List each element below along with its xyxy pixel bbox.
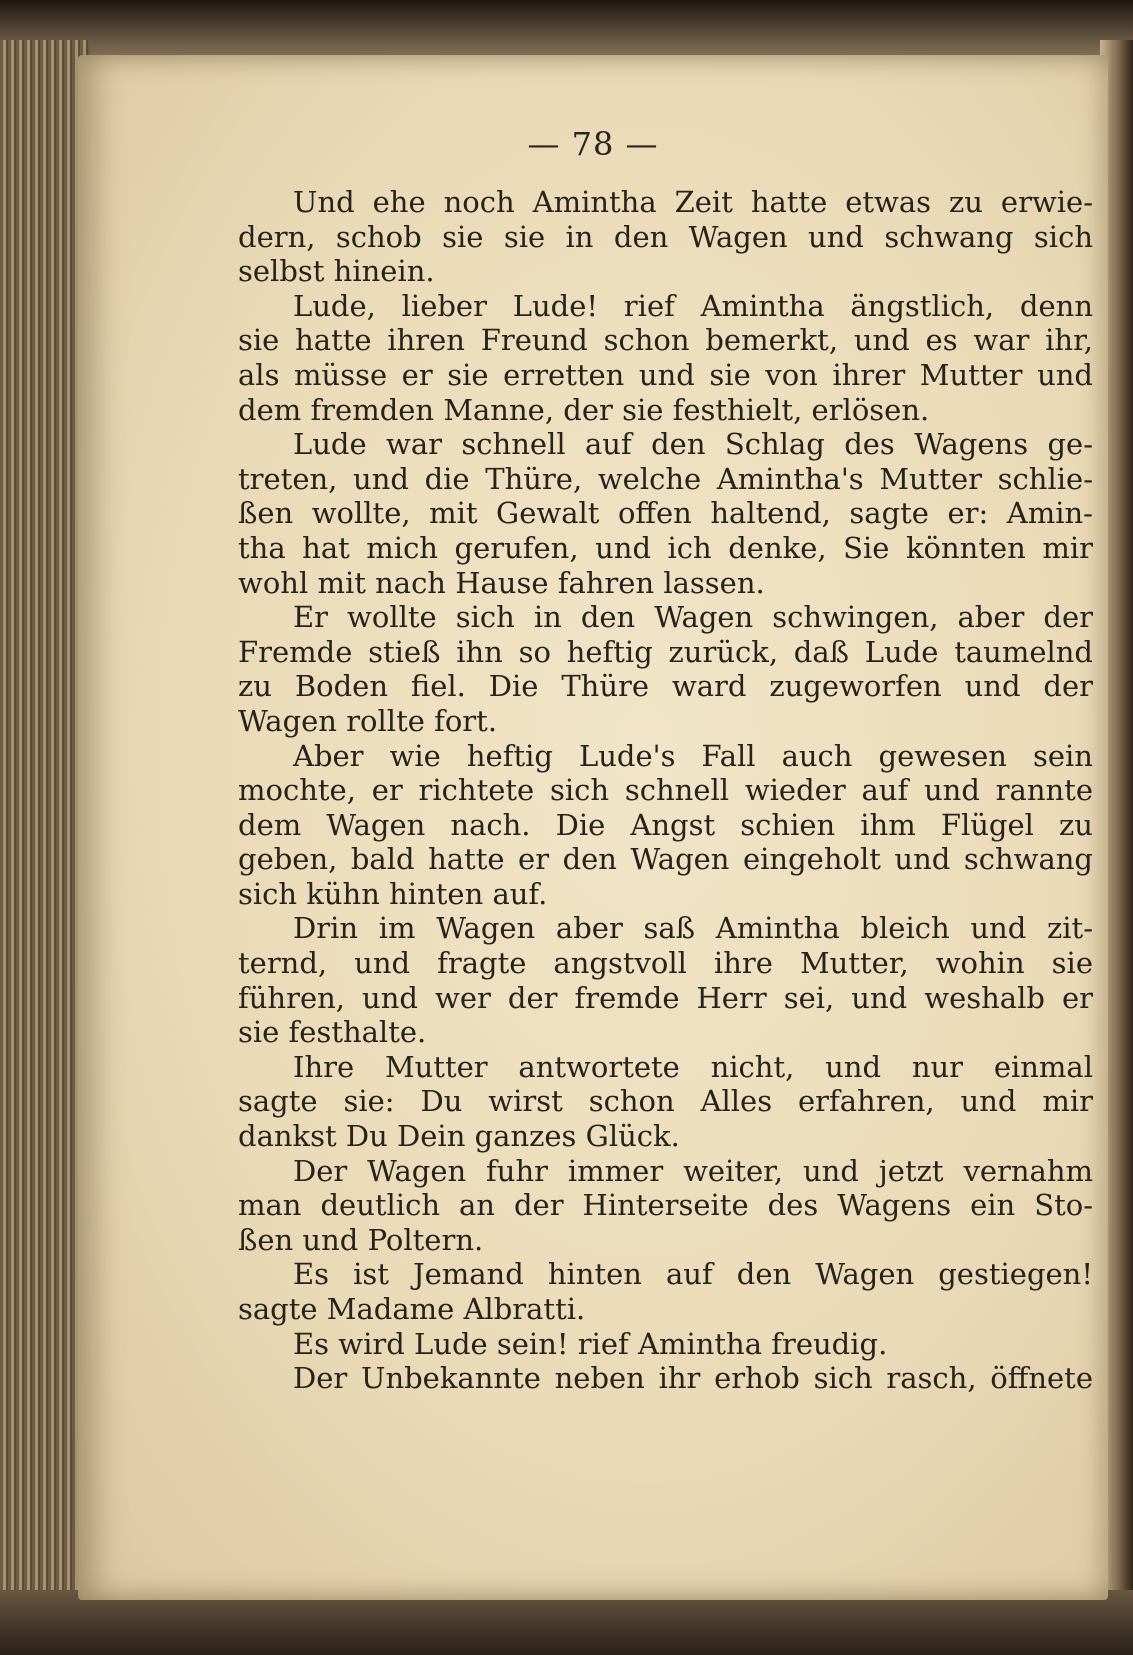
text-line: Er wollte sich in den Wagen schwingen, aber der	[293, 600, 1093, 635]
text-line: sich kühn hinten auf.	[238, 876, 548, 911]
text-line: selbst hinein.	[238, 254, 435, 289]
text-line: ternd, und fragte angstvoll ihre Mutter, wohin sie	[238, 946, 1093, 981]
text-line: Drin im Wagen aber saß Amintha bleich und zit-	[293, 911, 1093, 946]
page-number: — 78 —	[527, 125, 659, 163]
text-line: dern, schob sie sie in den Wagen und schwang sich	[238, 219, 1093, 254]
text-line: sie hatte ihren Freund schon bemerkt, und es war ihr,	[238, 323, 1093, 358]
text-line: man deutlich an der Hinterseite des Wagens ein Sto-	[238, 1188, 1093, 1223]
text-line: ßen wollte, mit Gewalt offen haltend, sagte er: Amin-	[238, 496, 1093, 531]
text-line: Der Wagen fuhr immer weiter, und jetzt vernahm	[293, 1153, 1093, 1188]
text-line: sagte sie: Du wirst schon Alles erfahren, und mir	[238, 1084, 1093, 1119]
text-line: Lude, lieber Lude! rief Amintha ängstlich, denn	[293, 288, 1093, 323]
text-line: dem Wagen nach. Die Angst schien ihm Flügel zu	[238, 807, 1093, 842]
text-line: mochte, er richtete sich schnell wieder auf und rannte	[238, 773, 1093, 808]
text-line: sie festhalte.	[238, 1015, 427, 1050]
text-line: sagte Madame Albratti.	[238, 1292, 586, 1326]
text-line: Wagen rollte fort.	[238, 703, 498, 738]
text-line: dankst Du Dein ganzes Glück.	[238, 1119, 680, 1154]
text-line: wohl mit nach Hause fahren lassen.	[238, 565, 765, 600]
text-line: als müsse er sie erretten und sie von ihrer Mutter und	[238, 357, 1093, 392]
text-line: ßen und Poltern.	[238, 1222, 484, 1257]
text-line: führen, und wer der fremde Herr sei, und weshalb er	[238, 980, 1093, 1015]
text-line: Der Unbekannte neben ihr erhob sich rasch, öffnete	[293, 1361, 1093, 1396]
text-line: Lude war schnell auf den Schlag des Wagens ge-	[293, 427, 1093, 462]
text-line: geben, bald hatte er den Wagen eingeholt und schwang	[238, 842, 1093, 877]
text-line: treten, und die Thüre, welche Amintha's Mutter schlie-	[238, 461, 1093, 496]
text-line: dem fremden Manne, der sie festhielt, erlösen.	[238, 392, 930, 427]
text-line: tha hat mich gerufen, und ich denke, Sie könnten mir	[238, 530, 1093, 565]
book-page-edges	[0, 40, 90, 1655]
text-line: Es ist Jemand hinten auf den Wagen gestiegen!	[293, 1257, 1093, 1292]
book-cover-top	[0, 0, 1133, 60]
text-line: Ihre Mutter antwortete nicht, und nur einmal	[293, 1049, 1093, 1084]
body-text	[238, 185, 1093, 1396]
book-page	[78, 55, 1108, 1600]
text-line: Und ehe noch Amintha Zeit hatte etwas zu erwie-	[293, 185, 1093, 219]
text-line: zu Boden fiel. Die Thüre ward zugeworfen und der	[238, 669, 1093, 704]
text-line: Aber wie heftig Lude's Fall auch gewesen sein	[293, 738, 1093, 773]
text-line: Es wird Lude sein! rief Amintha freudig.	[293, 1326, 888, 1361]
text-line: Fremde stieß ihn so heftig zurück, daß Lude taumelnd	[238, 634, 1093, 669]
